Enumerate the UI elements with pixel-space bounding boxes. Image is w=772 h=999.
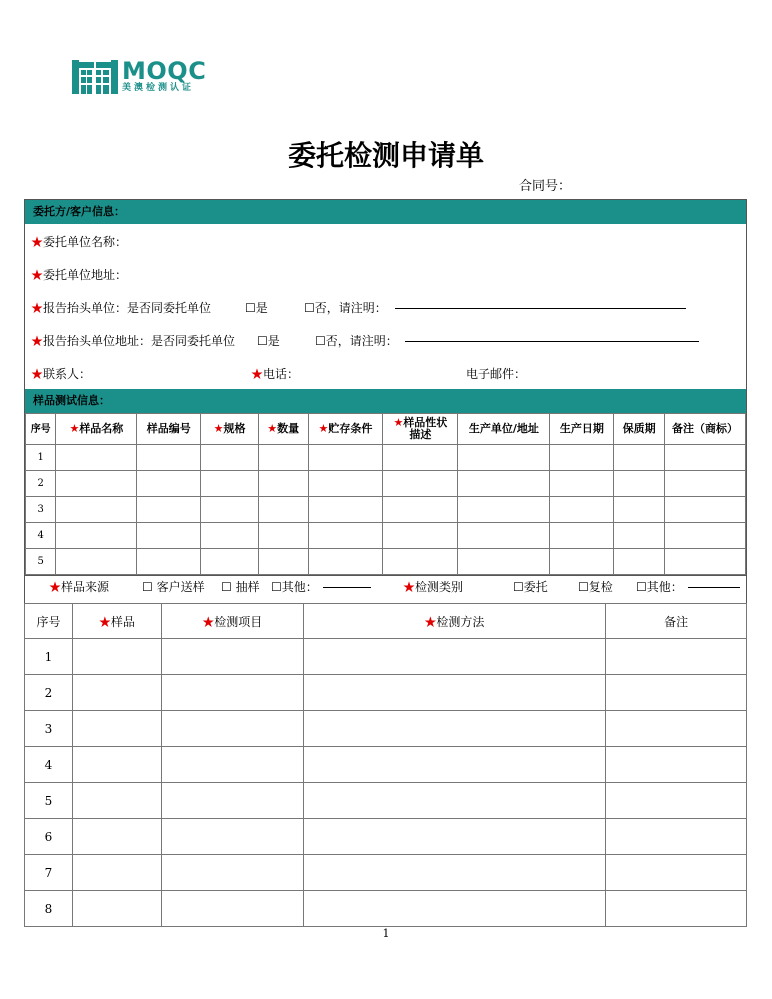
table-row [26,497,746,523]
row-number: 4 [26,523,56,549]
table-cell[interactable] [383,471,458,497]
page-title: 委托检测申请单 [287,139,484,172]
required-star-icon: ★ [31,334,44,348]
row-number: 3 [25,711,73,747]
table-row [25,891,747,927]
table-cell[interactable] [303,675,606,711]
report-address-row [25,323,746,356]
table-cell[interactable] [161,639,303,675]
table-cell[interactable] [383,445,458,471]
required-star-icon: ★ [31,301,44,315]
required-star-icon: ★ [31,235,44,249]
col-header: ★样品 [72,604,161,639]
required-star-icon: ★ [213,422,224,435]
table-cell[interactable] [72,747,161,783]
table-cell[interactable] [201,497,259,523]
table-cell[interactable] [308,471,383,497]
row-number: 4 [25,747,73,783]
table-row [25,819,747,855]
table-cell[interactable] [201,445,259,471]
table-row [25,855,747,891]
table-cell[interactable] [303,639,606,675]
table-cell[interactable] [664,523,745,549]
table-cell[interactable] [201,471,259,497]
logo-subtitle: 美澳检测认证 [122,83,195,93]
table-cell[interactable] [383,497,458,523]
col-header: 样品编号 [137,414,201,445]
row-number: 1 [25,639,73,675]
table-cell[interactable] [161,891,303,927]
required-star-icon: ★ [403,580,416,594]
table-row [25,747,747,783]
table-row [25,675,747,711]
type-other-checkbox[interactable]: ☐其他： [636,580,683,594]
entrust-checkbox[interactable]: ☐委托 [513,580,548,594]
table-cell[interactable] [308,523,383,549]
moqc-logo-mark-icon [72,60,118,94]
col-header: ★规格 [201,414,259,445]
test-type-label: 检测类别 [415,580,464,594]
table-cell[interactable] [606,711,747,747]
table-cell[interactable] [614,523,665,549]
table-cell[interactable] [72,891,161,927]
table-cell[interactable] [201,523,259,549]
table-cell[interactable] [303,819,606,855]
company-address-row[interactable] [25,257,746,290]
table-cell[interactable] [664,445,745,471]
table-cell[interactable] [72,711,161,747]
required-star-icon: ★ [31,367,44,381]
col-header: ★检测项目 [161,604,303,639]
table-cell[interactable] [72,639,161,675]
sample-source-label: 样品来源 [61,580,110,594]
table-cell[interactable] [303,711,606,747]
required-star-icon: ★ [202,614,215,629]
report-header-note-field[interactable] [395,296,686,309]
table-cell[interactable] [56,523,137,549]
table-cell[interactable] [72,675,161,711]
test-table-header [25,604,747,639]
logo-wordmark: MOQC [122,57,207,85]
required-star-icon: ★ [49,580,62,594]
col-header: 保质期 [614,414,665,445]
table-cell[interactable] [137,523,201,549]
table-cell[interactable] [161,783,303,819]
table-cell[interactable] [308,497,383,523]
table-cell[interactable] [137,497,201,523]
table-cell[interactable] [550,497,614,523]
required-star-icon: ★ [31,268,44,282]
table-row [25,711,747,747]
table-cell[interactable] [606,855,747,891]
row-number: 2 [26,471,56,497]
test-items-table [24,603,747,927]
row-number: 7 [25,855,73,891]
sample-table-header [26,414,746,445]
company-address-label: 委托单位地址： [43,268,128,282]
col-header: 序号 [25,604,73,639]
table-cell[interactable] [550,471,614,497]
table-row [26,445,746,471]
page-number: 1 [382,927,390,940]
report-address-label: 报告抬头单位地址：是否同委托单位 [43,334,236,348]
col-header: ★贮存条件 [308,414,383,445]
required-star-icon: ★ [267,422,278,435]
table-cell[interactable] [606,891,747,927]
required-star-icon: ★ [98,614,111,629]
form-frame [24,199,747,576]
table-cell[interactable] [161,711,303,747]
recheck-checkbox[interactable]: ☐复检 [578,580,613,594]
sample-section-header: 样品测试信息： [25,389,746,413]
table-cell[interactable] [258,497,308,523]
client-section-header: 委托方/客户信息： [25,200,746,224]
table-cell[interactable] [614,497,665,523]
table-row [25,639,747,675]
required-star-icon: ★ [251,367,264,381]
table-cell[interactable] [303,855,606,891]
table-cell[interactable] [383,523,458,549]
table-cell[interactable] [258,445,308,471]
table-cell[interactable] [664,471,745,497]
table-cell[interactable] [303,747,606,783]
table-cell[interactable] [303,891,606,927]
row-number: 8 [25,891,73,927]
table-cell[interactable] [606,639,747,675]
table-cell[interactable] [72,783,161,819]
table-cell[interactable] [72,819,161,855]
table-cell[interactable] [137,445,201,471]
company-name-row[interactable] [25,224,746,257]
table-cell[interactable] [458,471,550,497]
table-cell[interactable] [606,783,747,819]
row-number: 2 [25,675,73,711]
table-cell[interactable] [550,523,614,549]
table-cell[interactable] [664,497,745,523]
table-cell[interactable] [161,747,303,783]
contract-number-label: 合同号： [519,179,572,194]
table-cell[interactable] [458,523,550,549]
table-cell[interactable] [458,445,550,471]
row-number: 6 [25,819,73,855]
required-star-icon: ★ [424,614,437,629]
moqc-logo [72,57,207,94]
customer-delivery-checkbox[interactable]: ☐ 客户送样 [142,580,205,594]
email-label[interactable]: 电子邮件： [466,367,527,381]
row-number: 5 [26,549,56,575]
report-header-yes-checkbox[interactable]: ☐是 [245,301,268,315]
col-header: 生产日期 [550,414,614,445]
table-cell[interactable] [458,497,550,523]
report-address-note-field[interactable] [405,329,699,342]
col-header: ★样品性状描述 [383,414,458,445]
table-cell[interactable] [308,445,383,471]
table-cell[interactable] [258,471,308,497]
company-name-label: 委托单位名称： [43,235,128,249]
row-number: 3 [26,497,56,523]
table-cell[interactable] [606,675,747,711]
col-header: 备注（商标） [664,414,745,445]
sample-source-bar [24,568,747,604]
table-row [26,471,746,497]
source-other-field[interactable] [323,575,371,588]
table-cell[interactable] [56,471,137,497]
table-cell[interactable] [258,523,308,549]
row-number: 5 [25,783,73,819]
phone-label[interactable]: 电话： [263,367,300,381]
type-other-field[interactable] [688,575,740,588]
table-cell[interactable] [606,747,747,783]
source-other-checkbox[interactable]: ☐其他： [271,580,318,594]
table-cell[interactable] [550,445,614,471]
table-cell[interactable] [137,471,201,497]
col-header: 生产单位/地址 [458,414,550,445]
report-header-no-checkbox[interactable]: ☐否，请注明： [304,301,387,315]
col-header: 备注 [606,604,747,639]
table-cell[interactable] [606,819,747,855]
required-star-icon: ★ [69,422,80,435]
sample-table [25,413,746,575]
table-cell[interactable] [303,783,606,819]
report-header-row [25,290,746,323]
required-star-icon: ★ [393,416,404,429]
table-cell[interactable] [72,855,161,891]
col-header: ★数量 [258,414,308,445]
table-cell[interactable] [161,675,303,711]
contact-label[interactable]: 联系人： [43,367,92,381]
table-cell[interactable] [56,497,137,523]
report-address-no-checkbox[interactable]: ☐否，请注明： [315,334,398,348]
table-cell[interactable] [56,445,137,471]
report-header-label: 报告抬头单位：是否同委托单位 [43,301,212,315]
col-header: 序号 [26,414,56,445]
table-cell[interactable] [614,445,665,471]
col-header: ★检测方法 [303,604,606,639]
required-star-icon: ★ [318,422,329,435]
table-cell[interactable] [161,819,303,855]
row-number: 1 [26,445,56,471]
contact-row [25,356,746,389]
table-cell[interactable] [161,855,303,891]
col-header: ★样品名称 [56,414,137,445]
table-row [26,523,746,549]
table-cell[interactable] [614,471,665,497]
table-row [25,783,747,819]
sampling-checkbox[interactable]: ☐ 抽样 [221,580,260,594]
report-address-yes-checkbox[interactable]: ☐是 [257,334,280,348]
